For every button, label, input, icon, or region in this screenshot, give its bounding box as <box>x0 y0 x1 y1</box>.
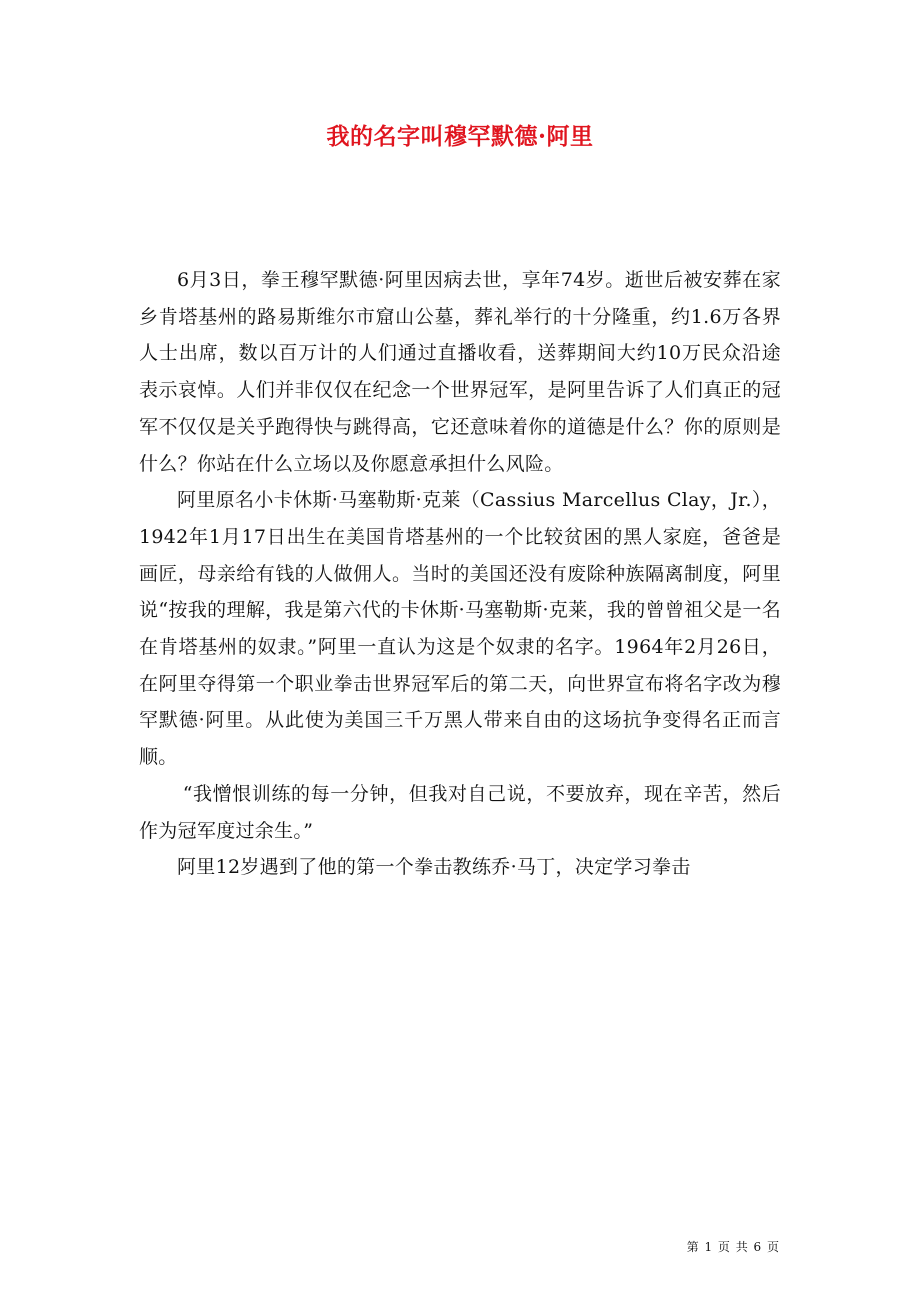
document-body <box>139 262 781 886</box>
quote-paragraph: “我憎恨训练的每一分钟，但我对自己说，不要放弃，现在辛苦，然后作为冠军度过余生。” <box>139 782 781 842</box>
paragraph-1: 6月3日，拳王穆罕默德·阿里因病去世，享年74岁。逝世后被安葬在家乡肯塔基州的路易斯维尔市窟山公墓，葬礼举行的十分隆重，约1.6万各界人士出席，数以百万计的人们通过直播收看，送葬期间大约10万民众沿途表示哀悼。人们并非仅仅在纪念一个世界冠军，是阿里告诉了人们真正的冠军不仅仅是关乎跑得快与跳得高，它还意味着你的道德是什么？你的原则是什么？你站在什么立场以及你愿意承担什么风险。 <box>139 269 781 475</box>
document-title: 我的名字叫穆罕默德·阿里 <box>326 123 594 150</box>
paragraph-4: 阿里12岁遇到了他的第一个拳击教练乔·马丁，决定学习拳击 <box>177 856 691 879</box>
paragraph-2: 阿里原名小卡休斯·马塞勒斯·克莱（Cassius Marcellus Clay，Jr.），1942年1月17日出生在美国肯塔基州的一个比较贫困的黑人家庭，爸爸是画匠，母亲给有钱的人做佣人。当时的美国还没有废除种族隔离制度，阿里说“按我的理解，我是第六代的卡休斯·马塞勒斯·克莱，我的曾曾祖父是一名在肯塔基州的奴隶。”阿里一直认为这是个奴隶的名字。1964年2月26日，在阿里夺得第一个职业拳击世界冠军后的第二天，向世界宣布将名字改为穆罕默德·阿里。从此使为美国三千万黑人带来自由的这场抗争变得名正而言顺。 <box>139 489 781 769</box>
page-number: 第 1 页 共 6 页 <box>686 1240 780 1254</box>
